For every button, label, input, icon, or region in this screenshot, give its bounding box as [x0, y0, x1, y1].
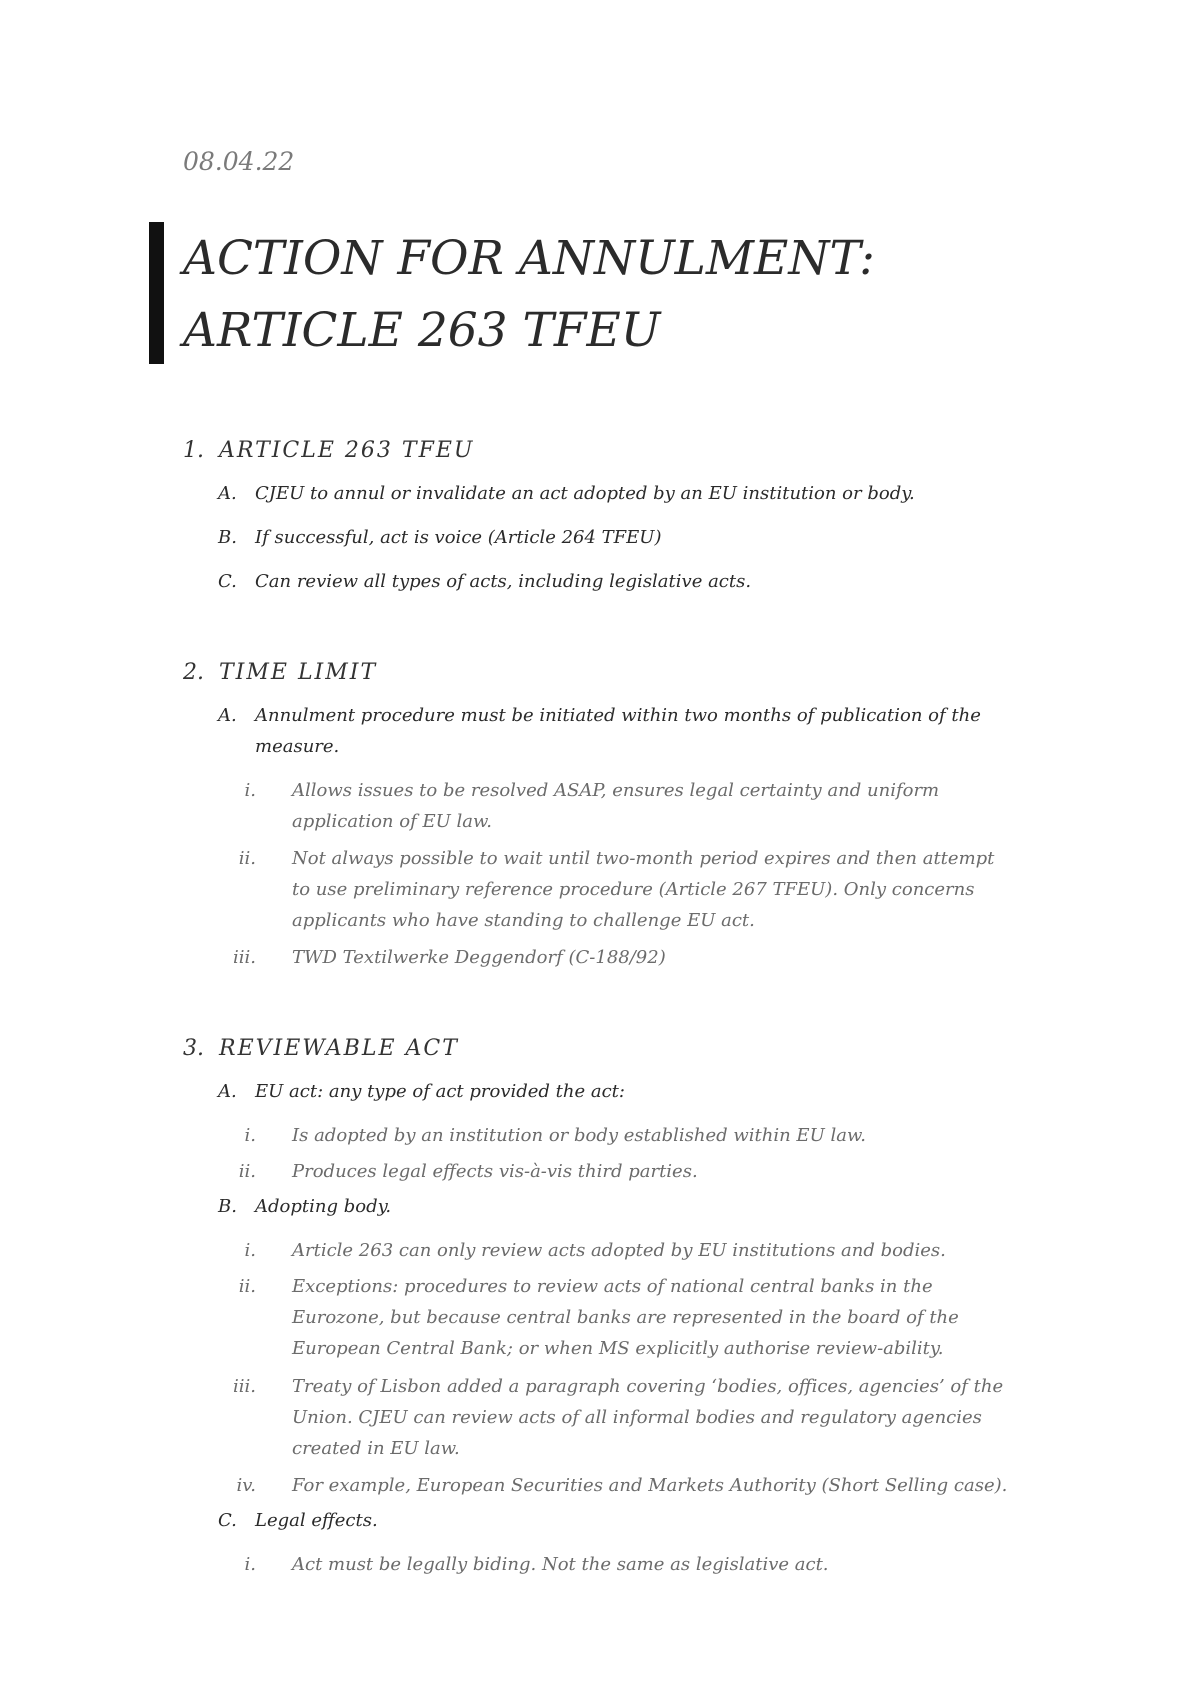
document-date: 08.04.22 [183, 147, 295, 176]
sub-list-item [220, 775, 1010, 837]
sub-list-item [220, 1549, 1010, 1580]
item-label: A. [218, 483, 237, 504]
subitem-text: For example, European Securities and Markets Authority (Short Selling case). [292, 1475, 1008, 1496]
title-line-2: ARTICLE 263 TFEU [183, 303, 661, 358]
section-heading-1 [183, 438, 474, 463]
list-item [218, 1191, 1008, 1222]
section-number: 1. [183, 438, 204, 463]
subitem-label: ii. [238, 848, 256, 869]
item-label: C. [218, 1510, 237, 1531]
subitem-label: iii. [233, 1376, 256, 1397]
item-text: EU act: any type of act provided the act: [255, 1081, 625, 1102]
sub-list-item [220, 942, 1010, 973]
subitem-text: Produces legal effects vis-à-vis third parties. [292, 1161, 698, 1182]
sub-list-item [220, 1371, 1010, 1464]
item-label: B. [218, 1196, 237, 1217]
subitem-label: i. [244, 1554, 256, 1575]
item-label: C. [218, 571, 237, 592]
sub-list-item [220, 1271, 1010, 1364]
list-item [218, 700, 1008, 762]
list-item [218, 522, 1008, 553]
item-label: B. [218, 527, 237, 548]
list-item [218, 566, 1008, 597]
subitem-label: ii. [238, 1276, 256, 1297]
section-number: 2. [183, 660, 204, 685]
sub-list-item [220, 1120, 1010, 1151]
subitem-text: Act must be legally biding. Not the same as legislative act. [292, 1554, 829, 1575]
subitem-text: Exceptions: procedures to review acts of national central banks in the Eurozone, but because central banks are represented in the board of the European Central Bank; or when MS explicitly authorise review-ability. [292, 1276, 959, 1359]
item-label: A. [218, 1081, 237, 1102]
item-text: Adopting body. [255, 1196, 392, 1217]
section-title: TIME LIMIT [219, 660, 378, 685]
section-heading-2 [183, 660, 377, 685]
sub-list-item [220, 1156, 1010, 1187]
subitem-label: iv. [236, 1475, 256, 1496]
subitem-text: Is adopted by an institution or body established within EU law. [292, 1125, 866, 1146]
section-number: 3. [183, 1036, 204, 1061]
section-title: REVIEWABLE ACT [219, 1036, 459, 1061]
subitem-label: ii. [238, 1161, 256, 1182]
list-item [218, 1505, 1008, 1536]
subitem-label: i. [244, 1125, 256, 1146]
subitem-text: Treaty of Lisbon added a paragraph covering ‘bodies, offices, agencies’ of the Union. CJEU can review acts of all informal bodies and regulatory agencies created in EU law. [292, 1376, 1004, 1459]
section-title: ARTICLE 263 TFEU [219, 438, 475, 463]
item-text: If successful, act is voice (Article 264 TFEU) [255, 527, 662, 548]
subitem-label: i. [244, 1240, 256, 1261]
title-accent-bar [149, 222, 164, 364]
section-heading-3 [183, 1036, 459, 1061]
item-text: Annulment procedure must be initiated within two months of publication of the measure. [255, 705, 981, 757]
item-text: Legal effects. [255, 1510, 378, 1531]
item-label: A. [218, 705, 237, 726]
subitem-text: Not always possible to wait until two-month period expires and then attempt to use preliminary reference procedure (Article 267 TFEU). Only concerns applicants who have standing to challenge EU act. [292, 848, 995, 931]
sub-list-item [220, 843, 1010, 936]
subitem-text: Article 263 can only review acts adopted by EU institutions and bodies. [292, 1240, 946, 1261]
list-item [218, 478, 1008, 509]
subitem-text: Allows issues to be resolved ASAP, ensures legal certainty and uniform application of EU law. [292, 780, 940, 832]
list-item [218, 1076, 1008, 1107]
item-text: Can review all types of acts, including legislative acts. [255, 571, 752, 592]
item-text: CJEU to annul or invalidate an act adopted by an EU institution or body. [255, 483, 915, 504]
document-title [183, 223, 875, 367]
subitem-text: TWD Textilwerke Deggendorf (C-188/92) [292, 947, 666, 968]
subitem-label: iii. [233, 947, 256, 968]
title-line-1: ACTION FOR ANNULMENT: [183, 231, 875, 286]
subitem-label: i. [244, 780, 256, 801]
sub-list-item [220, 1470, 1010, 1501]
sub-list-item [220, 1235, 1010, 1266]
